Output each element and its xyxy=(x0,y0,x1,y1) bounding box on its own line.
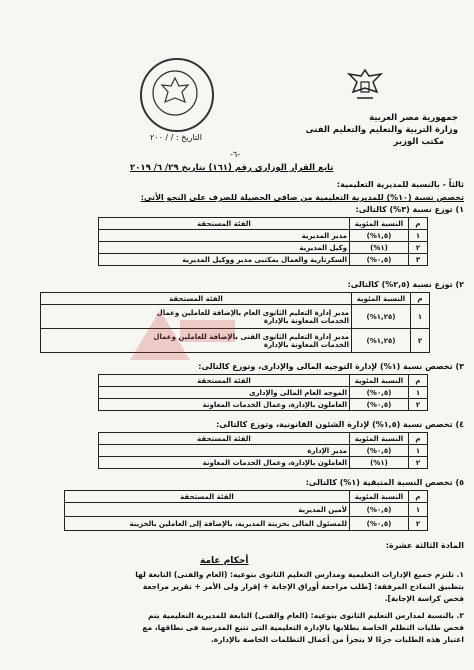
cell-line: الخدمات المعاونة بالإدارة xyxy=(263,316,349,325)
table-header: م xyxy=(409,491,428,503)
table-cell: مدير المديرية xyxy=(99,230,350,242)
table-cell: (١,٥%) xyxy=(350,230,409,242)
article-heading: المادة الثالثة عشرة: xyxy=(385,541,464,550)
cell-line: مدير إدارة التعليم الثانوى العام بالإضافة للعاملين وعمال xyxy=(156,308,349,317)
table-header: م xyxy=(411,293,430,305)
decree-reference: تابع القرار الوزارى رقم (١٦١) بتاريخ ٢٩/ ٦/ ٢٠١٩ xyxy=(130,163,334,173)
table-cell: مدير الإدارة xyxy=(99,445,350,457)
table-cell: (٠,٥%) xyxy=(350,445,409,457)
cell-line: مدير إدارة التعليم الثانوى الفنى بالإضافة للعاملين وعمال xyxy=(153,332,349,341)
eagle-emblem-icon xyxy=(345,66,385,106)
cell-line: الخدمات المعاونة بالإدارة xyxy=(263,340,349,349)
table-cell: ١ xyxy=(409,445,428,457)
table-cell: العاملون بالإدارة، وعمال الخدمات المعاونة xyxy=(99,399,350,411)
page-number: -٦- xyxy=(230,150,241,159)
table-header: الفئة المستحقة xyxy=(41,293,352,305)
table-cell: (٠,٥%) xyxy=(350,387,409,399)
group-5-title: ٥) تخصص النسبة المتبقية (١%) كالتالى: xyxy=(305,478,464,487)
group-4-title: ٤) تخصص نسبة (١,٥%) لإدارة الشئون القانونية، وتوزع كالتالى: xyxy=(216,420,464,429)
table-cell: (١%) xyxy=(350,242,409,254)
table-cell: (١%) xyxy=(350,457,409,469)
provision-1-line: ١. تلتزم جميع الإدارات التعليمية ومدارس التعليم الثانوى بنوعيه: (العام والفنى) التابعة لها xyxy=(135,570,464,579)
group-3-table xyxy=(98,374,428,411)
table-cell: (٠,٥%) xyxy=(350,503,409,517)
table-cell: ١ xyxy=(409,387,428,399)
table-cell: ٢ xyxy=(409,242,428,254)
table-header: الفئة المستحقة xyxy=(99,218,350,230)
section-intro: تخصص نسبة (١٠%) للمديرية التعليمية من صافى الحصيلة للصرف على النحو الأتى: xyxy=(140,193,464,202)
table-cell: ٢ xyxy=(409,457,428,469)
table-header: الفئة المستحقة xyxy=(99,375,350,387)
republic-title: جمهورية مصر العربية xyxy=(369,113,458,123)
table-cell: ١ xyxy=(411,305,430,329)
table-cell: (٠,٥%) xyxy=(350,254,409,266)
general-heading: أحكام عامة xyxy=(200,556,249,566)
table-cell: للمسئول المالى بخزينة المديرية، بالإضافة إلى العاملين بالخزينة xyxy=(65,517,350,531)
section-heading: ثالثاً - بالنسبة للمديرية التعليمية: xyxy=(336,180,464,189)
group-5-table xyxy=(64,490,428,531)
provision-2-line: فحص طلبات التظلم الخاصة بطلابها بالإدارة التعليمية التى تتبع المدرسة فى نطاقها، مع xyxy=(142,623,464,632)
table-cell: ٣ xyxy=(409,254,428,266)
table-cell: (٠,٥%) xyxy=(350,399,409,411)
office-title: مكتب الوزير xyxy=(393,137,444,147)
group-4-table xyxy=(98,432,428,469)
table-cell: ١ xyxy=(409,503,428,517)
table-cell: السكرتارية والعمال بمكتبى مدير ووكيل المديرية xyxy=(99,254,350,266)
official-seal-icon xyxy=(140,58,214,132)
provision-2-line: ٢. بالنسبة لمدارس التعليم الثانوى بنوعيه: (العام والفنى) التابعة للمديرية التعليمية يتم xyxy=(147,611,464,620)
table-header: النسبة المئوية xyxy=(350,218,409,230)
group-2-title: ٢) توزع نسبة (٢,٥%) كالتالى: xyxy=(347,280,464,289)
provision-1-line: فحص كراسة الإجابة]. xyxy=(384,594,464,603)
table-cell: ١ xyxy=(409,230,428,242)
table-cell: (١,٢٥%) xyxy=(352,329,411,353)
provision-1-line: بتطبيق النماذج المرفقة: [طلب مراجعة أوراق الإجابة + إقرار ولى الأمر + تقرير مراجعة xyxy=(142,582,464,591)
table-header: م xyxy=(409,218,428,230)
table-header: النسبة المئوية xyxy=(352,293,411,305)
table-header: النسبة المئوية xyxy=(350,433,409,445)
table-header: م xyxy=(409,433,428,445)
table-header: م xyxy=(409,375,428,387)
group-1-title: ١) توزع نسبة (٣%) كالتالى: xyxy=(355,205,464,214)
table-cell: (١,٢٥%) xyxy=(352,305,411,329)
table-cell: ٢ xyxy=(409,517,428,531)
table-header: الفئة المستحقة xyxy=(99,433,350,445)
table-cell: العاملون بالإدارة، وعمال الخدمات المعاونة xyxy=(99,457,350,469)
table-header: النسبة المئوية xyxy=(350,491,409,503)
table-cell: الموجه العام المالى والإدارى xyxy=(99,387,350,399)
provision-2-line: اعتبار هذه الطلبات جزءًا لا يتجزأ من أعمال التظلمات الخاصة بالإدارة. xyxy=(210,635,464,644)
table-header: الفئة المستحقة xyxy=(65,491,350,503)
group-1-table xyxy=(98,217,428,266)
date-label: التاريخ : / / ٢٠٠ xyxy=(150,133,202,142)
table-cell: (٠,٥%) xyxy=(350,517,409,531)
watermark-logo-icon xyxy=(120,300,240,370)
group-3-title: ٣) تخصص نسبة (١%) لإدارة التوجيه المالى والإدارى، وتوزع كالتالى: xyxy=(198,362,464,371)
table-cell: لأمين المديرية xyxy=(65,503,350,517)
table-header: النسبة المئوية xyxy=(350,375,409,387)
ministry-title: وزارة التربية والتعليم والتعليم الفنى xyxy=(305,125,458,135)
table-cell: وكيل المديرية xyxy=(99,242,350,254)
table-cell: ٢ xyxy=(411,329,430,353)
table-cell: ٢ xyxy=(409,399,428,411)
